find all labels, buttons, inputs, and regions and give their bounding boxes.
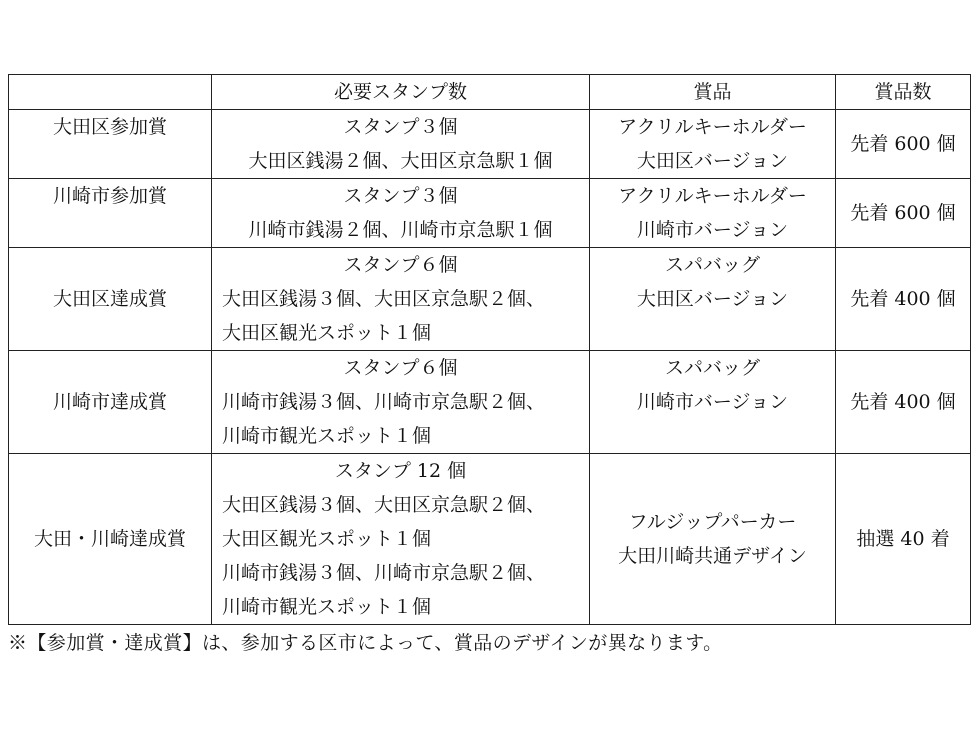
prize-version: 大田区バージョン [636,150,789,172]
stamp-detail: 大田区銭湯３個、大田区京急駅２個、 [222,494,546,516]
award-name: 大田・川崎達成賞 [9,454,212,625]
award-name: 大田区参加賞 [9,110,212,179]
prize-version: 大田川崎共通デザイン [618,545,807,567]
award-name: 川崎市達成賞 [9,351,212,454]
prize-version: 大田区バージョン [636,288,789,310]
prize-version: 川崎市バージョン [636,391,789,413]
stamp-total: スタンプ 12 個 [334,460,467,482]
footnote: ※【参加賞・達成賞】は、参加する区市によって、賞品のデザインが異なります。 [8,632,723,654]
prize-quantity: 先着 400 個 [836,248,971,351]
prize-table-container [8,74,970,657]
stamp-requirement [212,110,590,179]
table-row [9,110,971,179]
prize-quantity: 先着 600 個 [836,110,971,179]
stamp-detail: 大田区観光スポット１個 [222,322,432,344]
stamp-detail: 川崎市銭湯３個、川崎市京急駅２個、 [222,562,546,584]
prize-table [8,74,971,625]
header-award [9,75,212,110]
prize [590,110,836,179]
stamp-detail: 川崎市観光スポット１個 [222,596,432,618]
stamp-total: スタンプ６個 [343,357,458,379]
award-name: 大田区達成賞 [9,248,212,351]
header-prize: 賞品 [590,75,836,110]
stamp-detail: 川崎市観光スポット１個 [222,425,432,447]
prize-name: アクリルキーホルダー [618,185,807,207]
prize-quantity: 抽選 40 着 [836,454,971,625]
prize-quantity: 先着 400 個 [836,351,971,454]
prize-name: スパバッグ [664,357,760,379]
stamp-requirement [212,248,590,351]
table-row [9,454,971,625]
stamp-requirement [212,179,590,248]
prize [590,179,836,248]
stamp-total: スタンプ３個 [343,116,458,138]
table-row [9,179,971,248]
prize-name: フルジップパーカー [628,511,797,533]
table-row [9,351,971,454]
stamp-detail: 大田区銭湯２個、大田区京急駅１個 [248,150,553,172]
header-prize-quantity: 賞品数 [836,75,971,110]
table-row [9,248,971,351]
prize-version: 川崎市バージョン [636,219,789,241]
prize-name: スパバッグ [664,254,760,276]
header-required-stamps: 必要スタンプ数 [212,75,590,110]
prize [590,351,836,454]
stamp-detail: 大田区銭湯３個、大田区京急駅２個、 [222,288,546,310]
stamp-requirement [212,351,590,454]
prize-quantity: 先着 600 個 [836,179,971,248]
stamp-detail: 川崎市銭湯３個、川崎市京急駅２個、 [222,391,546,413]
prize [590,454,836,625]
prize [590,248,836,351]
stamp-detail: 大田区観光スポット１個 [222,528,432,550]
stamp-detail: 川崎市銭湯２個、川崎市京急駅１個 [248,219,553,241]
stamp-total: スタンプ６個 [343,254,458,276]
stamp-requirement [212,454,590,625]
stamp-total: スタンプ３個 [343,185,458,207]
table-header-row [9,75,971,110]
award-name: 川崎市参加賞 [9,179,212,248]
prize-name: アクリルキーホルダー [618,116,807,138]
